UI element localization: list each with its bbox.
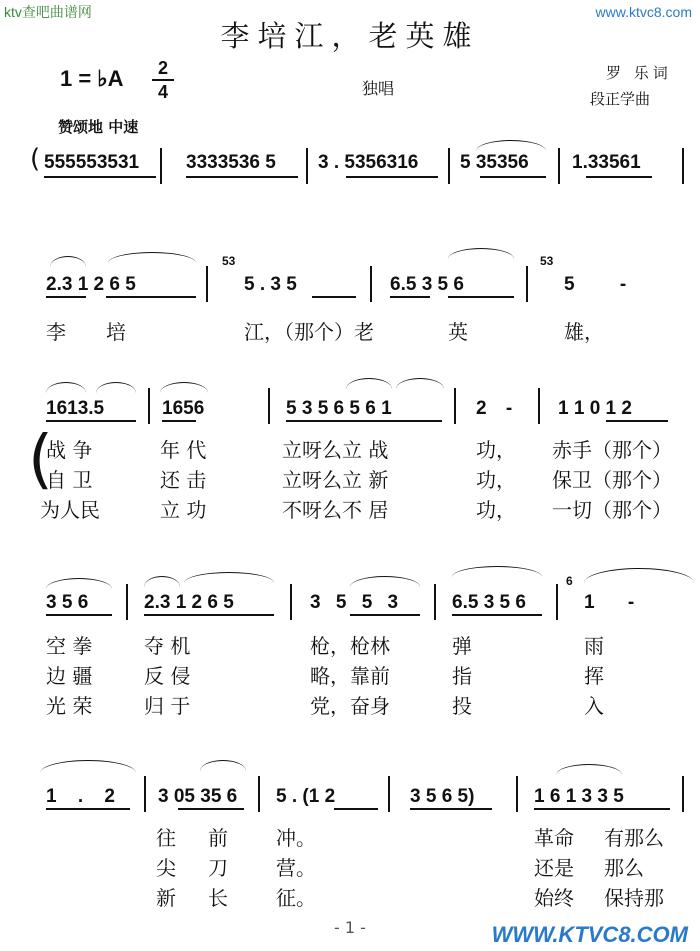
beam-underline — [44, 176, 156, 178]
lyric: 李 — [46, 320, 66, 344]
lyric: 功， — [476, 498, 516, 522]
lyric: 略，靠前 — [310, 664, 390, 688]
slur — [448, 248, 514, 259]
lyric: 一切（那个） — [552, 498, 672, 522]
lyric: 英 — [448, 320, 468, 344]
beam-underline — [286, 420, 442, 422]
lyric: 指 — [452, 664, 472, 688]
song-title: 李培江，老英雄 — [220, 19, 480, 53]
beam-underline — [106, 296, 196, 298]
lyric: 党，奋身 — [310, 694, 390, 718]
s4-measure-5: 1 - — [584, 592, 635, 613]
s5-measure-2: 3 05 35 6 — [158, 786, 238, 807]
lyric: 新 — [156, 886, 176, 910]
s2-measure-2: 5 . 3 5 — [244, 274, 297, 295]
s4-measure-3: 3 5 5 3 — [310, 592, 399, 613]
lyric: 战 争 — [46, 438, 93, 462]
s5-measure-5: 1 6 1 3 3 5 — [534, 786, 624, 807]
s5-measure-1: 1 . 2 — [46, 786, 115, 807]
lyric: 功， — [476, 468, 516, 492]
barline — [144, 776, 146, 812]
s1-measure-4: 5 35356 — [460, 152, 529, 173]
s2-measure-4: 5 - — [564, 274, 627, 295]
beam-underline — [334, 808, 378, 810]
lyric: 营。 — [276, 856, 316, 880]
lyric: 为人民 — [40, 498, 100, 522]
beam-underline — [350, 614, 420, 616]
grace-note: 53 — [222, 254, 236, 268]
beam-underline — [346, 176, 438, 178]
beam-underline — [606, 420, 668, 422]
slur — [200, 760, 246, 771]
lyric: 尖 — [156, 856, 176, 880]
composer-credit: 段正学曲 — [590, 90, 651, 108]
slur — [160, 382, 208, 393]
lyric: 枪，枪林 — [310, 634, 390, 658]
beam-underline — [186, 176, 298, 178]
tie-to-next — [584, 568, 694, 583]
s5-measure-3: 5 . (1 2 — [276, 786, 336, 807]
performance-mode: 独唱 — [362, 79, 395, 98]
lyric: 挥 — [584, 664, 604, 688]
s3-measure-3: 5 3 5 6 5 6 1 — [286, 398, 392, 419]
s4-measure-1: 3 5 6 — [46, 592, 89, 613]
barline — [448, 148, 450, 184]
watermark-bottom: WWW.KTVC8.COM — [491, 922, 688, 947]
barline — [268, 388, 270, 424]
lyric: 立呀么立 新 — [282, 468, 389, 492]
slur — [144, 576, 180, 587]
lyric: 前 — [208, 826, 228, 850]
lyric: 还是 — [534, 856, 574, 880]
beam-underline — [586, 176, 652, 178]
beam-underline — [46, 808, 130, 810]
watermark-top-left: ktv查吧曲谱网 — [4, 4, 92, 20]
lyric: 夺 机 — [144, 634, 191, 658]
s3-measure-2: 1656 — [162, 398, 205, 419]
barline — [148, 388, 150, 424]
barline — [556, 584, 558, 620]
grace-note: 6 — [566, 574, 573, 588]
lyric: 有那么 — [604, 826, 664, 850]
barline — [516, 776, 518, 812]
beam-underline — [480, 176, 546, 178]
barline — [160, 148, 162, 184]
slur — [452, 566, 542, 577]
intro-open-paren: ( — [30, 144, 41, 174]
slur — [46, 578, 112, 589]
lyric: 不呀么不 居 — [282, 498, 389, 522]
slur — [96, 382, 136, 393]
lyricist-credit: 罗 乐词 — [606, 64, 672, 82]
verse-brace: ( — [28, 423, 53, 497]
beam-underline — [410, 808, 492, 810]
key-signature: 1 = ♭A — [60, 66, 124, 91]
beam-underline — [312, 296, 356, 298]
barline — [454, 388, 456, 424]
barline — [258, 776, 260, 812]
watermark-top-right: www.ktvc8.com — [595, 4, 692, 20]
tempo-mark: 赞颂地 中速 — [58, 118, 139, 136]
beam-underline — [390, 296, 430, 298]
lyric: 空 拳 — [46, 634, 93, 658]
barline — [526, 266, 528, 302]
lyric: 雨 — [584, 634, 604, 658]
lyric: 始终 — [534, 886, 574, 910]
barline — [434, 584, 436, 620]
grace-note: 53 — [540, 254, 554, 268]
beam-underline — [178, 808, 244, 810]
lyric: 立 功 — [160, 498, 207, 522]
slur — [184, 572, 274, 583]
beam-underline — [452, 614, 542, 616]
barline — [306, 148, 308, 184]
beam-underline — [534, 808, 670, 810]
lyric: 自 卫 — [46, 468, 93, 492]
slur — [350, 576, 420, 587]
s5-measure-4: 3 5 6 5) — [410, 786, 475, 807]
s2-measure-1: 2.3 1 2 6 5 — [46, 274, 136, 295]
s3-measure-4: 2 - — [476, 398, 513, 419]
s1-measure-5: 1.33561 — [572, 152, 641, 173]
time-signature — [152, 58, 174, 102]
barline — [126, 584, 128, 620]
time-signature-denominator: 4 — [157, 82, 168, 102]
lyric: 反 侵 — [144, 664, 191, 688]
lyric: 江，（那个）老 — [244, 320, 374, 344]
lyric: 往 — [156, 826, 176, 850]
lyric: 光 荣 — [46, 694, 93, 718]
lyric: 投 — [452, 694, 472, 718]
beam-underline — [46, 296, 86, 298]
lyric: 那么 — [604, 856, 644, 880]
beam-underline — [46, 614, 112, 616]
page-number: - 1 - — [334, 918, 366, 937]
barline — [206, 266, 208, 302]
slur — [46, 382, 86, 393]
barline — [388, 776, 390, 812]
barline — [682, 148, 684, 184]
time-signature-numerator: 2 — [157, 58, 168, 78]
s3-measure-5: 1 1 0 1 2 — [558, 398, 632, 419]
beam-underline — [46, 420, 136, 422]
lyric: 还 击 — [160, 468, 207, 492]
lyric: 培 — [106, 320, 126, 344]
beam-underline — [162, 420, 196, 422]
lyric: 保卫（那个） — [552, 468, 672, 492]
lyric: 入 — [584, 694, 604, 718]
lyric: 立呀么立 战 — [282, 438, 389, 462]
lyric: 冲。 — [276, 826, 316, 850]
slur — [108, 252, 196, 263]
beam-underline — [448, 296, 514, 298]
barline — [538, 388, 540, 424]
lyric: 赤手（那个） — [552, 438, 672, 462]
lyric: 刀 — [208, 856, 228, 880]
lyric: 归 于 — [144, 694, 191, 718]
barline — [682, 776, 684, 812]
s1-measure-3: 3 . 5356316 — [318, 152, 419, 173]
s1-measure-2: 3333536 5 — [186, 152, 276, 173]
lyric: 长 — [208, 886, 228, 910]
lyric: 保持那 — [604, 886, 664, 910]
lyric: 革命 — [534, 826, 574, 850]
lyric: 雄， — [564, 320, 604, 344]
slur — [556, 764, 622, 775]
barline — [290, 584, 292, 620]
s4-measure-2: 2.3 1 2 6 5 — [144, 592, 234, 613]
time-signature-divider — [152, 79, 174, 81]
barline — [370, 266, 372, 302]
slur — [346, 378, 392, 389]
lyric: 弹 — [452, 634, 472, 658]
lyric: 边 疆 — [46, 664, 93, 688]
lyric: 征。 — [276, 886, 316, 910]
slur — [396, 378, 444, 389]
s2-measure-3: 6.5 3 5 6 — [390, 274, 464, 295]
s1-measure-1: 555553531 — [44, 152, 140, 173]
lyric: 功， — [476, 438, 516, 462]
s3-measure-1: 1613.5 — [46, 398, 105, 419]
lyric: 年 代 — [160, 438, 207, 462]
s4-measure-4: 6.5 3 5 6 — [452, 592, 526, 613]
barline — [558, 148, 560, 184]
beam-underline — [144, 614, 274, 616]
tie-from-previous — [40, 760, 136, 773]
slur — [476, 140, 546, 151]
slur — [50, 256, 86, 267]
